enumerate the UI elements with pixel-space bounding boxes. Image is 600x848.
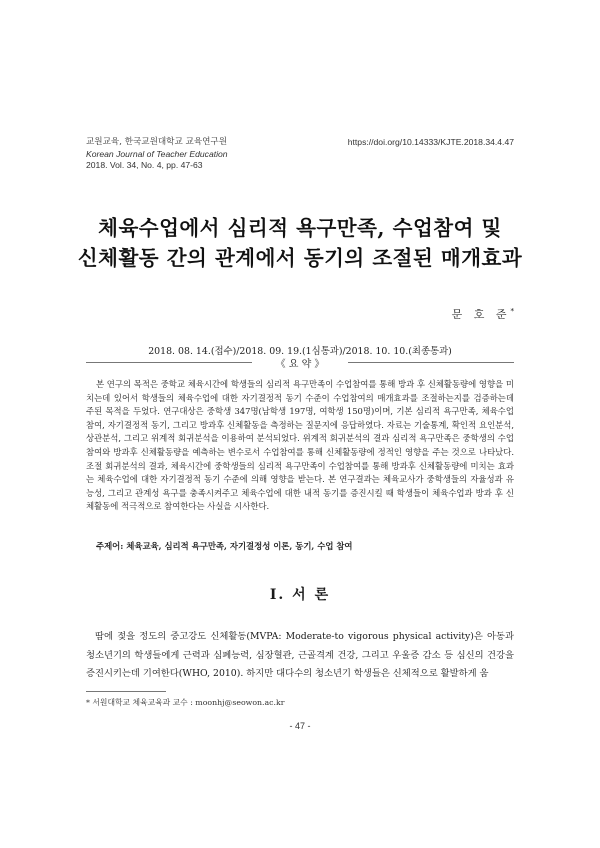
page-number: - 47 - xyxy=(289,721,311,731)
paper-title xyxy=(60,213,540,273)
author-footnote: * 서원대학교 체육교육과 교수 : moonhj@seowon.ac.kr xyxy=(86,698,285,707)
body-paragraph: 땀에 젖을 정도의 중고강도 신체활동(MVPA: Moderate-to vigorous physical activity)은 아동과 청소년기의 학생들에게 근력과 심폐능력, 심장혈관, 근골격계 건강, 그리고 우울증 감소 등 심신의 건강을 증진시키는데 기여한다(WHO, 2010). 하지만 대다수의 청소년기 학생들은 신체적으로 활발하게 움 xyxy=(86,631,514,680)
body-text xyxy=(86,628,514,684)
section-heading-introduction: Ⅰ. 서 론 xyxy=(269,587,331,603)
journal-english-title: Korean Journal of Teacher Education xyxy=(86,148,228,159)
footnote-divider xyxy=(86,691,166,692)
keywords: 주제어: 체육교육, 심리적 욕구만족, 자기결정성 이론, 동기, 수업 참여 xyxy=(96,541,353,551)
review-dates: 2018. 08. 14.(접수)/2018. 09. 19.(1심통과)/2018. 10. 10.(최종통과) xyxy=(148,346,452,357)
title-line-2: 신체활동 간의 관계에서 동기의 조절된 매개효과 xyxy=(77,246,523,270)
journal-header xyxy=(86,137,326,172)
abstract-body xyxy=(86,378,514,514)
abstract-rule-right xyxy=(348,362,514,363)
author xyxy=(380,306,514,322)
publisher-line: 교원교육, 한국교원대학교 교육연구원 xyxy=(86,137,228,147)
abstract-label: 《 요 약 》 xyxy=(275,359,325,370)
abstract-heading xyxy=(86,355,514,369)
title-line-1: 체육수업에서 심리적 욕구만족, 수업참여 및 xyxy=(98,216,502,240)
author-name: 문 호 준 xyxy=(451,308,511,321)
doi-link[interactable]: https://doi.org/10.14333/KJTE.2018.34.4.47 xyxy=(347,137,514,147)
issue-info: 2018. Vol. 34, No. 4, pp. 47-63 xyxy=(86,160,203,171)
abstract-paragraph: 본 연구의 목적은 중학교 체육시간에 학생들의 심리적 욕구만족이 수업참여를 통해 방과 후 신체활동량에 영향을 미치는데 있어서 학생들의 체육수업에 대한 자기결정적 동기 수준이 수업참여의 매개효과를 조절하는지를 검증하는데 주된 목적을 두었다. 연구대상은 중학생 347명(남학생 197명, 여학생 150명)이며, 기본 심리적 욕구만족, 체육수업 참여, 자기결정적 동기, 그리고 방과후 신체활동을 측정하는 질문지에 응답하였다. 자료는 기술통계, 확인적 요인분석, 상관분석, 그리고 위계적 회귀분석을 이용하여 분석되었다. 위계적 회귀분석의 결과 심리적 욕구만족은 중학생의 수업참여와 방과후 신체활동량을 예측하는 변수로서 수업참여를 통해 신체활동량에 정적인 영향을 주는 것으로 나타났다. 조절 회귀분석의 결과, 체육시간에 중학생들의 심리적 욕구만족이 수업참여를 통해 방과후 신체활동량에 미치는 효과는 체육수업에 대한 자기결정적 동기 수준에 의해 영향을 받는다. 본 연구결과는 체육교사가 중학생들의 자율성과 유능성, 그리고 관계성 욕구를 충족시켜주고 체육수업에 대한 내적 동기를 증진시킬 때 학생들이 체육수업과 방과 후 신체활동에 적극적으로 참여한다는 사실을 시사한다. xyxy=(86,379,514,512)
author-footnote-mark: * xyxy=(510,307,514,316)
